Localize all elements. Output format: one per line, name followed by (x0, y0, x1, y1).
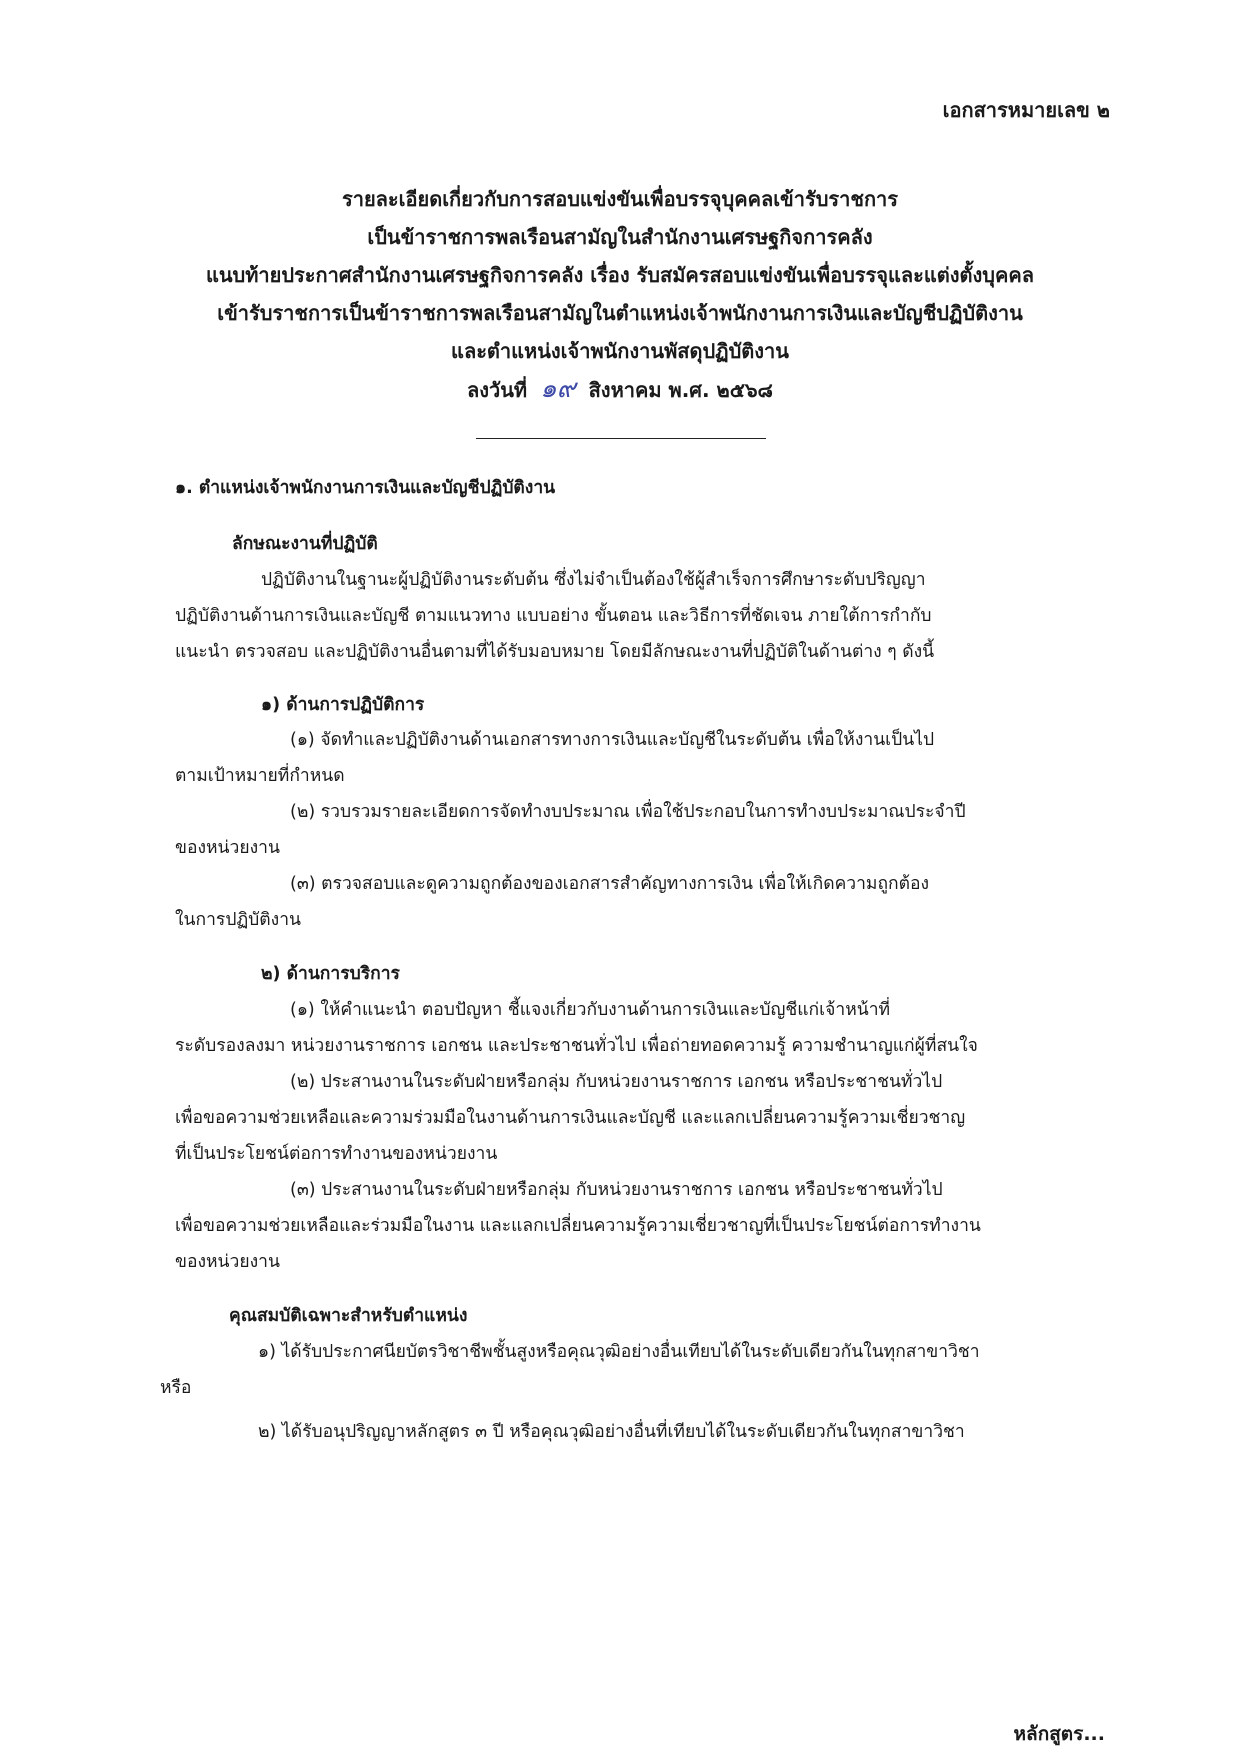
qualifications-heading: คุณสมบัติเฉพาะสำหรับตำแหน่ง (229, 1306, 468, 1326)
operations-heading: ๑) ด้านการปฏิบัติการ (261, 695, 425, 715)
paragraph-line: ของหน่วยงาน (175, 1252, 280, 1272)
header-divider (476, 438, 766, 439)
paragraph-line: ตามเป้าหมายที่กำหนด (175, 766, 345, 786)
paragraph-line: (๒) รวบรวมรายละเอียดการจัดทำงบประมาณ เพื่อใช้ประกอบในการทำงบประมาณประจำปี (290, 802, 966, 822)
paragraph-line: ๒) ได้รับอนุปริญญาหลักสูตร ๓ ปี หรือคุณวุฒิอย่างอื่นที่เทียบได้ในระดับเดียวกันในทุกสาขาวิชา (258, 1422, 965, 1442)
paragraph-line: (๒) ประสานงานในระดับฝ่ายหรือกลุ่ม กับหน่วยงานราชการ เอกชน หรือประชาชนทั่วไป (290, 1072, 943, 1092)
paragraph-line: เพื่อขอความช่วยเหลือและร่วมมือในงาน และแลกเปลี่ยนความรู้ความเชี่ยวชาญที่เป็นประโยชน์ต่อการทำงาน (175, 1216, 981, 1236)
paragraph-line: ๑) ได้รับประกาศนียบัตรวิชาชีพชั้นสูงหรือคุณวุฒิอย่างอื่นเทียบได้ในระดับเดียวกันในทุกสาขาวิชา (258, 1342, 980, 1362)
paragraph-line: เพื่อขอความช่วยเหลือและความร่วมมือในงานด้านการเงินและบัญชี และแลกเปลี่ยนความรู้ความเชี่ยวชาญ (175, 1108, 966, 1128)
paragraph-line: ที่เป็นประโยชน์ต่อการทำงานของหน่วยงาน (175, 1144, 498, 1164)
paragraph-line: (๑) จัดทำและปฏิบัติงานด้านเอกสารทางการเงินและบัญชีในระดับต้น เพื่อให้งานเป็นไป (290, 730, 935, 750)
header-line-5: และตำแหน่งเจ้าพนักงานพัสดุปฏิบัติงาน (451, 339, 789, 363)
header-line-3: แนบท้ายประกาศสำนักงานเศรษฐกิจการคลัง เรื่อง รับสมัครสอบแข่งขันเพื่อบรรจุและแต่งตั้งบุคคล (205, 263, 1035, 287)
paragraph-line: ปฏิบัติงานด้านการเงินและบัญชี ตามแนวทาง แบบอย่าง ขั้นตอน และวิธีการที่ชัดเจน ภายใต้การกำกับ (175, 606, 932, 626)
paragraph-line: (๓) ตรวจสอบและดูความถูกต้องของเอกสารสำคัญทางการเงิน เพื่อให้เกิดความถูกต้อง (290, 874, 930, 894)
handwritten-date-day: ๑๙ (540, 374, 576, 404)
paragraph-line: หรือ (160, 1378, 192, 1398)
document-number: เอกสารหมายเลข ๒ (942, 98, 1110, 122)
document-header (150, 180, 1090, 409)
header-line-1: รายละเอียดเกี่ยวกับการสอบแข่งขันเพื่อบรรจุบุคคลเข้ารับราชการ (341, 187, 899, 211)
date-prefix: ลงวันที่ (467, 378, 528, 402)
header-line-4: เข้ารับราชการเป็นข้าราชการพลเรือนสามัญในตำแหน่งเจ้าพนักงานการเงินและบัญชีปฏิบัติงาน (217, 301, 1023, 325)
paragraph-line: (๓) ประสานงานในระดับฝ่ายหรือกลุ่ม กับหน่วยงานราชการ เอกชน หรือประชาชนทั่วไป (290, 1180, 943, 1200)
paragraph-line: ระดับรองลงมา หน่วยงานราชการ เอกชน และประชาชนทั่วไป เพื่อถ่ายทอดความรู้ ความชำนาญแก่ผู้ที่สนใจ (175, 1036, 978, 1056)
date-suffix: สิงหาคม พ.ศ. ๒๕๖๘ (588, 378, 773, 402)
paragraph-line: แนะนำ ตรวจสอบ และปฏิบัติงานอื่นตามที่ได้รับมอบหมาย โดยมีลักษณะงานที่ปฏิบัติในด้านต่าง ๆ ดังนี้ (175, 642, 935, 662)
paragraph-line: (๑) ให้คำแนะนำ ตอบปัญหา ชี้แจงเกี่ยวกับงานด้านการเงินและบัญชีแก่เจ้าหน้าที่ (290, 1000, 891, 1020)
services-heading: ๒) ด้านการบริการ (261, 964, 400, 984)
header-line-2: เป็นข้าราชการพลเรือนสามัญในสำนักงานเศรษฐกิจการคลัง (367, 225, 873, 249)
paragraph-line: ปฏิบัติงานในฐานะผู้ปฏิบัติงานระดับต้น ซึ่งไม่จำเป็นต้องใช้ผู้สำเร็จการศึกษาระดับปริญญา (261, 570, 926, 590)
duties-heading: ลักษณะงานที่ปฏิบัติ (232, 534, 378, 554)
paragraph-line: ของหน่วยงาน (175, 838, 280, 858)
section-title: ๑. ตำแหน่งเจ้าพนักงานการเงินและบัญชีปฏิบัติงาน (175, 478, 556, 498)
continuation-note: หลักสูตร... (1013, 1723, 1105, 1745)
header-date-line (150, 370, 1090, 409)
paragraph-line: ในการปฏิบัติงาน (175, 910, 301, 930)
